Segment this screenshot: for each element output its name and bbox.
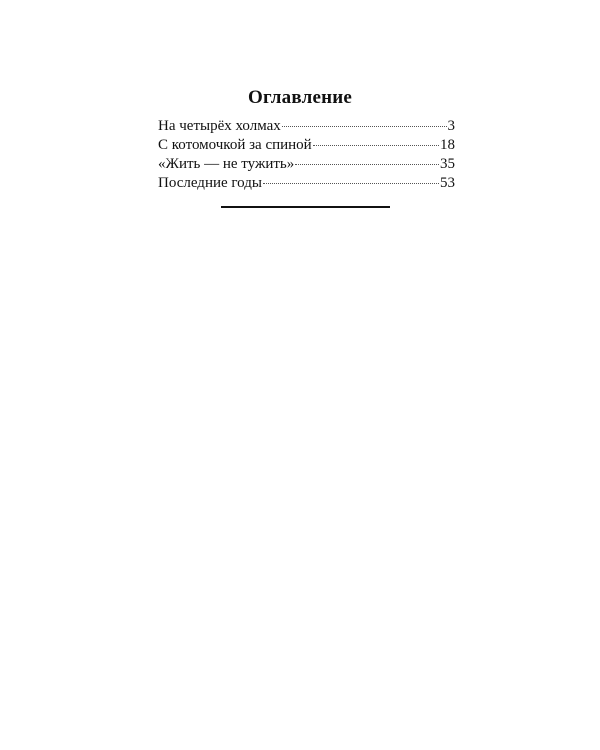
dot-leader — [313, 145, 439, 146]
toc-entry — [158, 117, 455, 136]
toc-entry — [158, 136, 455, 155]
dot-leader — [295, 164, 439, 165]
toc-entry-title: На четырёх холмах — [158, 118, 281, 134]
toc-entry-title: «Жить — не тужить» — [158, 156, 295, 172]
toc-entry — [158, 155, 455, 174]
dot-leader — [282, 126, 447, 127]
toc-entry-page-number: 53 — [440, 175, 455, 191]
end-divider-rule — [221, 206, 390, 208]
page-title: Оглавление — [247, 87, 353, 108]
table-of-contents — [158, 117, 455, 193]
dot-leader — [263, 183, 439, 184]
toc-entry-title: Последние годы — [158, 175, 262, 191]
toc-entry — [158, 174, 455, 193]
toc-entry-page-number: 3 — [447, 118, 455, 134]
toc-entry-page-number: 35 — [440, 156, 455, 172]
toc-entry-page-number: 18 — [440, 137, 455, 153]
toc-entry-title: С котомочкой за спиной — [158, 137, 312, 153]
